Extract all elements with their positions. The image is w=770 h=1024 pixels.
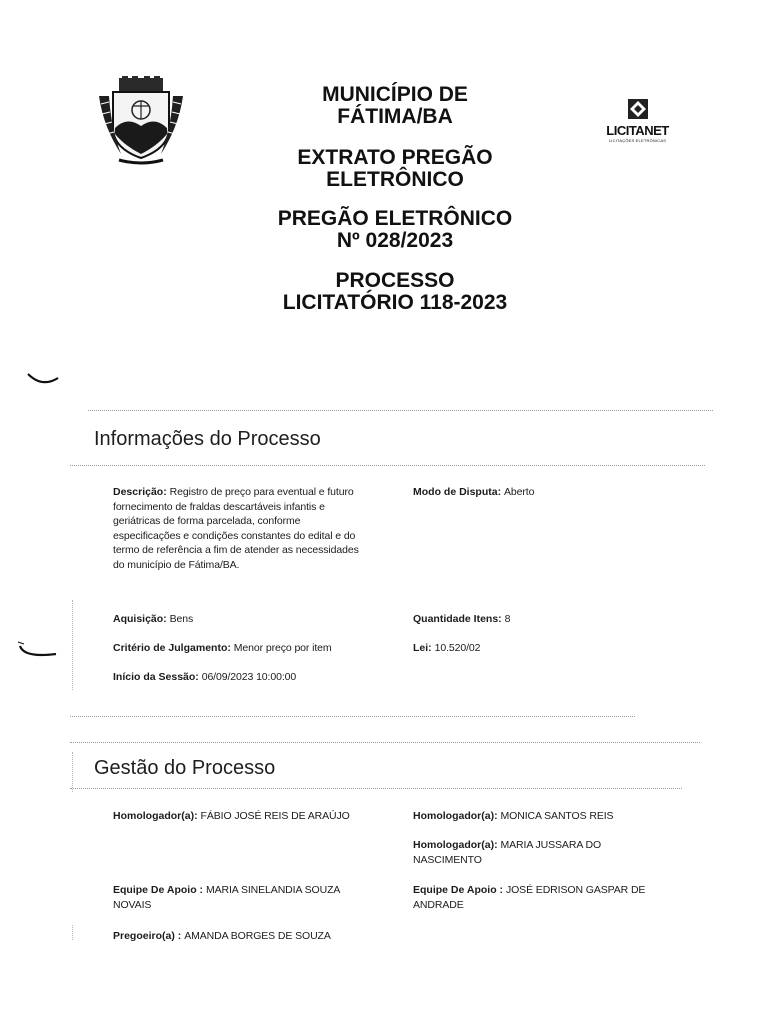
field-homologador-3: [413, 838, 653, 867]
quantidade-itens-label: Quantidade Itens:: [413, 613, 502, 625]
equipe-apoio-1-label: Equipe De Apoio :: [113, 884, 204, 896]
licitanet-name: LICITANET: [606, 123, 669, 138]
lei-label: Lei:: [413, 642, 432, 654]
header-extract-line1: EXTRATO PREGÃO: [297, 146, 493, 169]
homologador-1-label: Homologador(a):: [113, 810, 198, 822]
inicio-sessao-label: Início da Sessão:: [113, 671, 199, 683]
header-municipality-line2: FÁTIMA/BA: [337, 105, 453, 128]
header-pregao-line1: PREGÃO ELETRÔNICO: [277, 207, 513, 230]
equipe-apoio-2-value: JOSÉ EDRISON GASPAR DE ANDRADE: [413, 884, 646, 911]
homologador-2-value: MONICA SANTOS REIS: [500, 810, 614, 822]
field-descricao: [113, 485, 363, 572]
field-aquisicao: [113, 612, 363, 627]
field-equipe-apoio-1: [113, 883, 353, 912]
scan-mark: [16, 640, 58, 662]
descricao-label: Descrição:: [113, 486, 167, 498]
quantidade-itens-value: 8: [504, 613, 511, 625]
section-divider: [70, 465, 705, 466]
lei-value: 10.520/02: [434, 642, 481, 654]
inicio-sessao-value: 06/09/2023 10:00:00: [201, 671, 297, 683]
margin-dots: [72, 925, 73, 940]
field-inicio-sessao: [113, 670, 393, 685]
pregoeiro-value: AMANDA BORGES DE SOUZA: [184, 930, 331, 942]
header-processo-line1: PROCESSO: [335, 269, 455, 292]
licitanet-logo: [600, 98, 675, 143]
homologador-3-value: MARIA JUSSARA DO NASCIMENTO: [413, 839, 602, 866]
header-processo-number: LICITATÓRIO 118-2023: [282, 291, 508, 314]
field-modo-disputa: [413, 485, 673, 500]
field-pregoeiro: [113, 929, 403, 944]
criterio-julgamento-value: Menor preço por item: [233, 642, 332, 654]
field-homologador-1: [113, 809, 363, 824]
section-divider: [70, 742, 700, 743]
margin-dots: [72, 752, 73, 792]
municipal-coat-of-arms: [97, 76, 185, 166]
homologador-3-label: Homologador(a):: [413, 839, 498, 851]
aquisicao-value: Bens: [169, 613, 194, 625]
field-equipe-apoio-2: [413, 883, 683, 912]
licitanet-diamond-icon: [627, 98, 649, 120]
info-section-title: Informações do Processo: [94, 428, 321, 450]
header-municipality-line1: MUNICÍPIO DE: [322, 83, 468, 106]
criterio-julgamento-label: Critério de Julgamento:: [113, 642, 231, 654]
homologador-2-label: Homologador(a):: [413, 810, 498, 822]
field-quantidade-itens: [413, 612, 673, 627]
margin-dots: [72, 600, 73, 690]
scan-mark: [26, 372, 60, 386]
header-extract-line2: ELETRÔNICO: [326, 168, 464, 191]
modo-disputa-value: Aberto: [504, 486, 535, 498]
homologador-1-value: FÁBIO JOSÉ REIS DE ARAÚJO: [200, 810, 350, 822]
modo-disputa-label: Modo de Disputa:: [413, 486, 502, 498]
descricao-value: Registro de preço para eventual e futuro fornecimento de fraldas descartáveis infantis e geriátricas de forma parcelada, conforme especificações e condições constantes do edital e do termo de referência a fim de atender as necessidades do município de Fátima/BA.: [113, 486, 359, 571]
gestao-section-title: Gestão do Processo: [94, 757, 276, 779]
header-pregao-number: Nº 028/2023: [336, 229, 454, 252]
equipe-apoio-1-value: MARIA SINELANDIA SOUZA NOVAIS: [113, 884, 340, 911]
section-divider: [70, 788, 682, 789]
equipe-apoio-2-label: Equipe De Apoio :: [413, 884, 504, 896]
field-lei: [413, 641, 673, 656]
field-criterio-julgamento: [113, 641, 393, 656]
aquisicao-label: Aquisição:: [113, 613, 167, 625]
pregoeiro-label: Pregoeiro(a) :: [113, 930, 182, 942]
field-homologador-2: [413, 809, 683, 824]
section-divider: [88, 410, 713, 411]
licitanet-tagline: LICITAÇÕES ELETRÔNICAS: [608, 138, 667, 143]
section-divider: [70, 716, 635, 717]
